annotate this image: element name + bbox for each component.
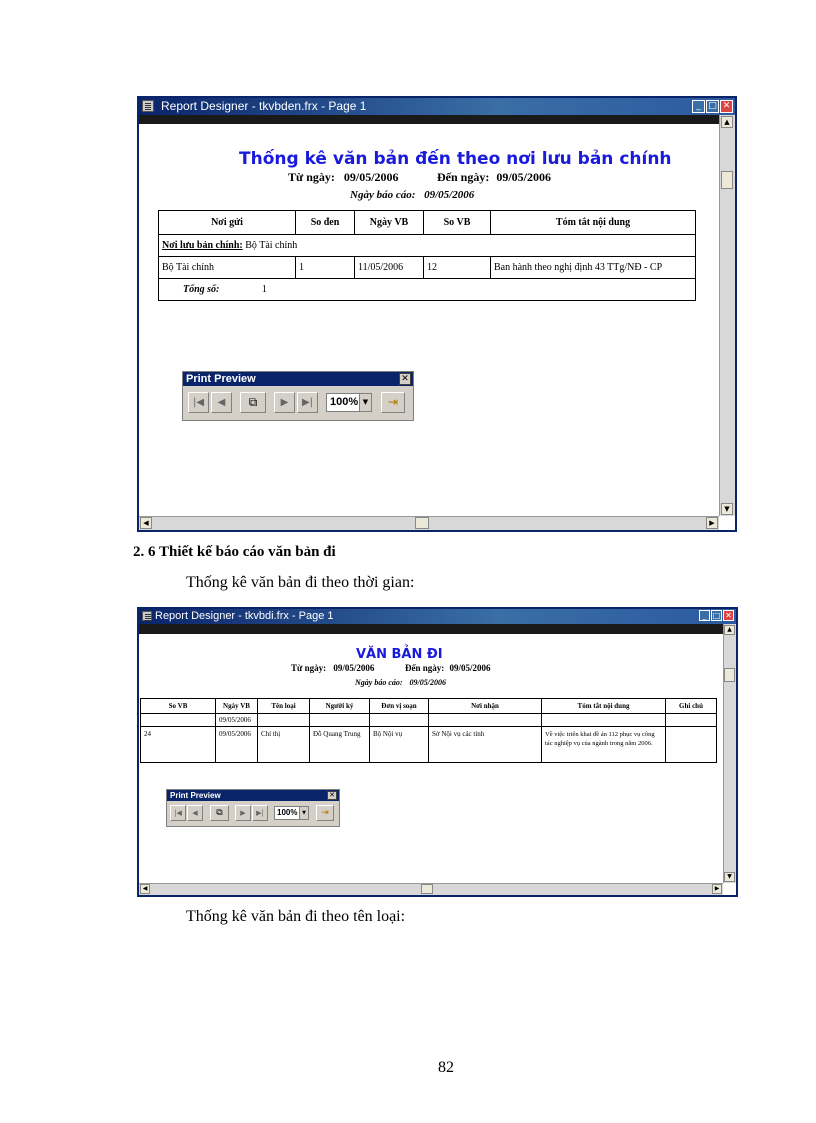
vertical-scrollbar[interactable] bbox=[723, 624, 736, 883]
header-cell: Tóm tắt nội dung bbox=[542, 699, 666, 714]
cell: 12 bbox=[424, 257, 491, 279]
document-icon bbox=[142, 611, 152, 621]
from-date: 09/05/2006 bbox=[343, 170, 399, 184]
next-page-icon[interactable]: ▶ bbox=[274, 392, 295, 413]
to-label: Đến ngày: bbox=[405, 663, 445, 673]
cell: 24 bbox=[141, 727, 216, 763]
report-designer-window-2 bbox=[137, 607, 738, 897]
horizontal-scrollbar[interactable] bbox=[139, 883, 723, 895]
cell: 1 bbox=[296, 257, 355, 279]
first-page-icon[interactable]: |◀ bbox=[188, 392, 209, 413]
table-row bbox=[141, 727, 717, 763]
window-2-title: Report Designer - tkvbdi.frx - Page 1 bbox=[155, 610, 334, 622]
total-label: Tổng số: bbox=[183, 284, 220, 295]
close-icon[interactable]: ✕ bbox=[723, 610, 734, 621]
scroll-up-icon[interactable]: ▲ bbox=[724, 625, 735, 635]
report-date-label: Ngày báo cáo: bbox=[350, 189, 416, 201]
document-icon bbox=[142, 100, 154, 112]
cell: Bộ Nội vụ bbox=[370, 727, 429, 763]
group-cell bbox=[159, 235, 696, 257]
header-cell: Người ký bbox=[310, 699, 370, 714]
header-cell: Nơi nhận bbox=[429, 699, 542, 714]
vertical-scroll-thumb[interactable] bbox=[721, 171, 733, 189]
chevron-down-icon[interactable]: ▼ bbox=[359, 394, 371, 411]
zoom-value: 100% bbox=[277, 808, 298, 817]
window-2-titlebar[interactable] bbox=[139, 609, 736, 624]
close-icon[interactable]: ✕ bbox=[327, 791, 337, 800]
paragraph-type: Thống kê văn bản đi theo tên loại: bbox=[186, 908, 406, 925]
maximize-icon[interactable]: □ bbox=[712, 611, 721, 620]
cell: Đỗ Quang Trung bbox=[310, 727, 370, 763]
from-date-label bbox=[291, 663, 374, 673]
close-icon[interactable]: ✕ bbox=[399, 373, 411, 385]
last-page-icon[interactable]: ▶| bbox=[297, 392, 318, 413]
chevron-down-icon[interactable]: ▼ bbox=[299, 807, 308, 819]
report-date bbox=[350, 189, 474, 201]
header-cell: Đơn vị soạn bbox=[370, 699, 429, 714]
group-row bbox=[141, 714, 717, 727]
header-cell: Tóm tắt nội dung bbox=[491, 211, 696, 235]
from-date: 09/05/2006 bbox=[333, 663, 375, 673]
header-cell: So VB bbox=[424, 211, 491, 235]
cell bbox=[542, 714, 666, 727]
ruler-bar bbox=[139, 624, 723, 634]
cell bbox=[258, 714, 310, 727]
to-date: 09/05/2006 bbox=[449, 663, 491, 673]
page-number: 82 bbox=[438, 1059, 454, 1076]
cell bbox=[370, 714, 429, 727]
cell bbox=[666, 714, 717, 727]
table-header-row bbox=[159, 211, 696, 235]
section-heading: 2. 6 Thiết kế báo cáo văn bản đi bbox=[133, 544, 336, 560]
vertical-scrollbar[interactable] bbox=[719, 115, 735, 516]
header-cell: Nơi gửi bbox=[159, 211, 296, 235]
cell: 11/05/2006 bbox=[355, 257, 424, 279]
from-date-label bbox=[288, 170, 399, 185]
total-value: 1 bbox=[261, 284, 267, 295]
zoom-select[interactable] bbox=[326, 393, 372, 412]
report-date-value: 09/05/2006 bbox=[424, 189, 475, 201]
scroll-up-icon[interactable]: ▲ bbox=[721, 116, 733, 128]
first-page-icon[interactable]: |◀ bbox=[170, 805, 186, 821]
maximize-icon[interactable]: □ bbox=[706, 100, 719, 113]
cell bbox=[666, 727, 717, 763]
cell bbox=[141, 714, 216, 727]
group-date-cell: 09/05/2006 bbox=[216, 714, 258, 727]
ruler-bar bbox=[139, 115, 719, 124]
copy-icon[interactable]: ⧉ bbox=[240, 392, 266, 413]
cell bbox=[429, 714, 542, 727]
from-label: Từ ngày: bbox=[291, 663, 327, 673]
total-row bbox=[159, 279, 696, 301]
table-row bbox=[159, 257, 696, 279]
to-date-label bbox=[437, 170, 551, 185]
window-1-title: Report Designer - tkvbden.frx - Page 1 bbox=[161, 99, 367, 113]
to-date-label bbox=[405, 663, 491, 673]
cell: Bộ Tài chính bbox=[159, 257, 296, 279]
report-table bbox=[140, 698, 717, 763]
group-row bbox=[159, 235, 696, 257]
header-cell: Ngày VB bbox=[216, 699, 258, 714]
scroll-right-icon[interactable]: ▶ bbox=[712, 884, 722, 894]
paragraph-time: Thống kê văn bản đi theo thời gian: bbox=[186, 574, 415, 591]
report-date bbox=[355, 678, 446, 687]
scroll-left-icon[interactable]: ◀ bbox=[140, 884, 150, 894]
group-value: Bộ Tài chính bbox=[245, 240, 298, 251]
scroll-down-icon[interactable]: ▼ bbox=[724, 872, 735, 882]
prev-page-icon[interactable]: ◀ bbox=[211, 392, 232, 413]
report-title: Thống kê văn bản đến theo nơi lưu bản chính bbox=[239, 149, 672, 169]
cell: Sở Nội vụ các tỉnh bbox=[429, 727, 542, 763]
zoom-value: 100% bbox=[330, 396, 359, 408]
report-designer-window-1 bbox=[137, 96, 737, 532]
table-header-row bbox=[141, 699, 717, 714]
minimize-icon[interactable]: _ bbox=[692, 100, 705, 113]
total-cell bbox=[159, 279, 696, 301]
horizontal-scroll-thumb[interactable] bbox=[415, 517, 429, 529]
print-preview-title: Print Preview bbox=[167, 790, 339, 801]
horizontal-scrollbar[interactable] bbox=[139, 516, 719, 530]
header-cell: So đen bbox=[296, 211, 355, 235]
scroll-down-icon[interactable]: ▼ bbox=[721, 503, 733, 515]
scroll-right-icon[interactable]: ▶ bbox=[706, 517, 718, 529]
next-page-icon[interactable]: ▶ bbox=[235, 805, 251, 821]
header-cell: Ghi chú bbox=[666, 699, 717, 714]
report-date-value: 09/05/2006 bbox=[409, 678, 446, 687]
window-1-titlebar[interactable] bbox=[139, 98, 735, 115]
cell: Chỉ thị bbox=[258, 727, 310, 763]
from-label: Từ ngày: bbox=[288, 170, 335, 184]
print-preview-title: Print Preview bbox=[183, 372, 413, 386]
report-title: VĂN BẢN ĐI bbox=[356, 647, 443, 662]
cell: 09/05/2006 bbox=[216, 727, 258, 763]
print-preview-toolbar[interactable] bbox=[166, 789, 340, 827]
exit-icon[interactable]: ⇥ bbox=[381, 392, 405, 413]
prev-page-icon[interactable]: ◀ bbox=[187, 805, 203, 821]
cell: Về việc triển khai đề án 112 phục vụ công tác nghiệp vụ của ngành trong năm 2006. bbox=[542, 727, 666, 763]
cell: Ban hành theo nghị định 43 TTg/NĐ - CP bbox=[491, 257, 696, 279]
print-preview-toolbar[interactable] bbox=[182, 371, 414, 421]
cell bbox=[310, 714, 370, 727]
to-date: 09/05/2006 bbox=[496, 170, 552, 184]
vertical-scroll-thumb[interactable] bbox=[724, 668, 735, 682]
close-icon[interactable]: ✕ bbox=[720, 100, 733, 113]
exit-icon[interactable]: ⇥ bbox=[316, 805, 334, 821]
group-label: Nơi lưu bản chính: bbox=[162, 240, 243, 251]
report-table bbox=[158, 210, 696, 301]
copy-icon[interactable]: ⧉ bbox=[210, 805, 229, 821]
zoom-select[interactable] bbox=[274, 806, 309, 820]
header-cell: So VB bbox=[141, 699, 216, 714]
last-page-icon[interactable]: ▶| bbox=[252, 805, 268, 821]
minimize-icon[interactable]: _ bbox=[699, 610, 710, 621]
to-label: Đến ngày: bbox=[437, 170, 490, 184]
header-cell: Tên loại bbox=[258, 699, 310, 714]
scroll-left-icon[interactable]: ◀ bbox=[140, 517, 152, 529]
header-cell: Ngày VB bbox=[355, 211, 424, 235]
report-date-label: Ngày báo cáo: bbox=[355, 678, 403, 687]
horizontal-scroll-thumb[interactable] bbox=[421, 884, 433, 894]
